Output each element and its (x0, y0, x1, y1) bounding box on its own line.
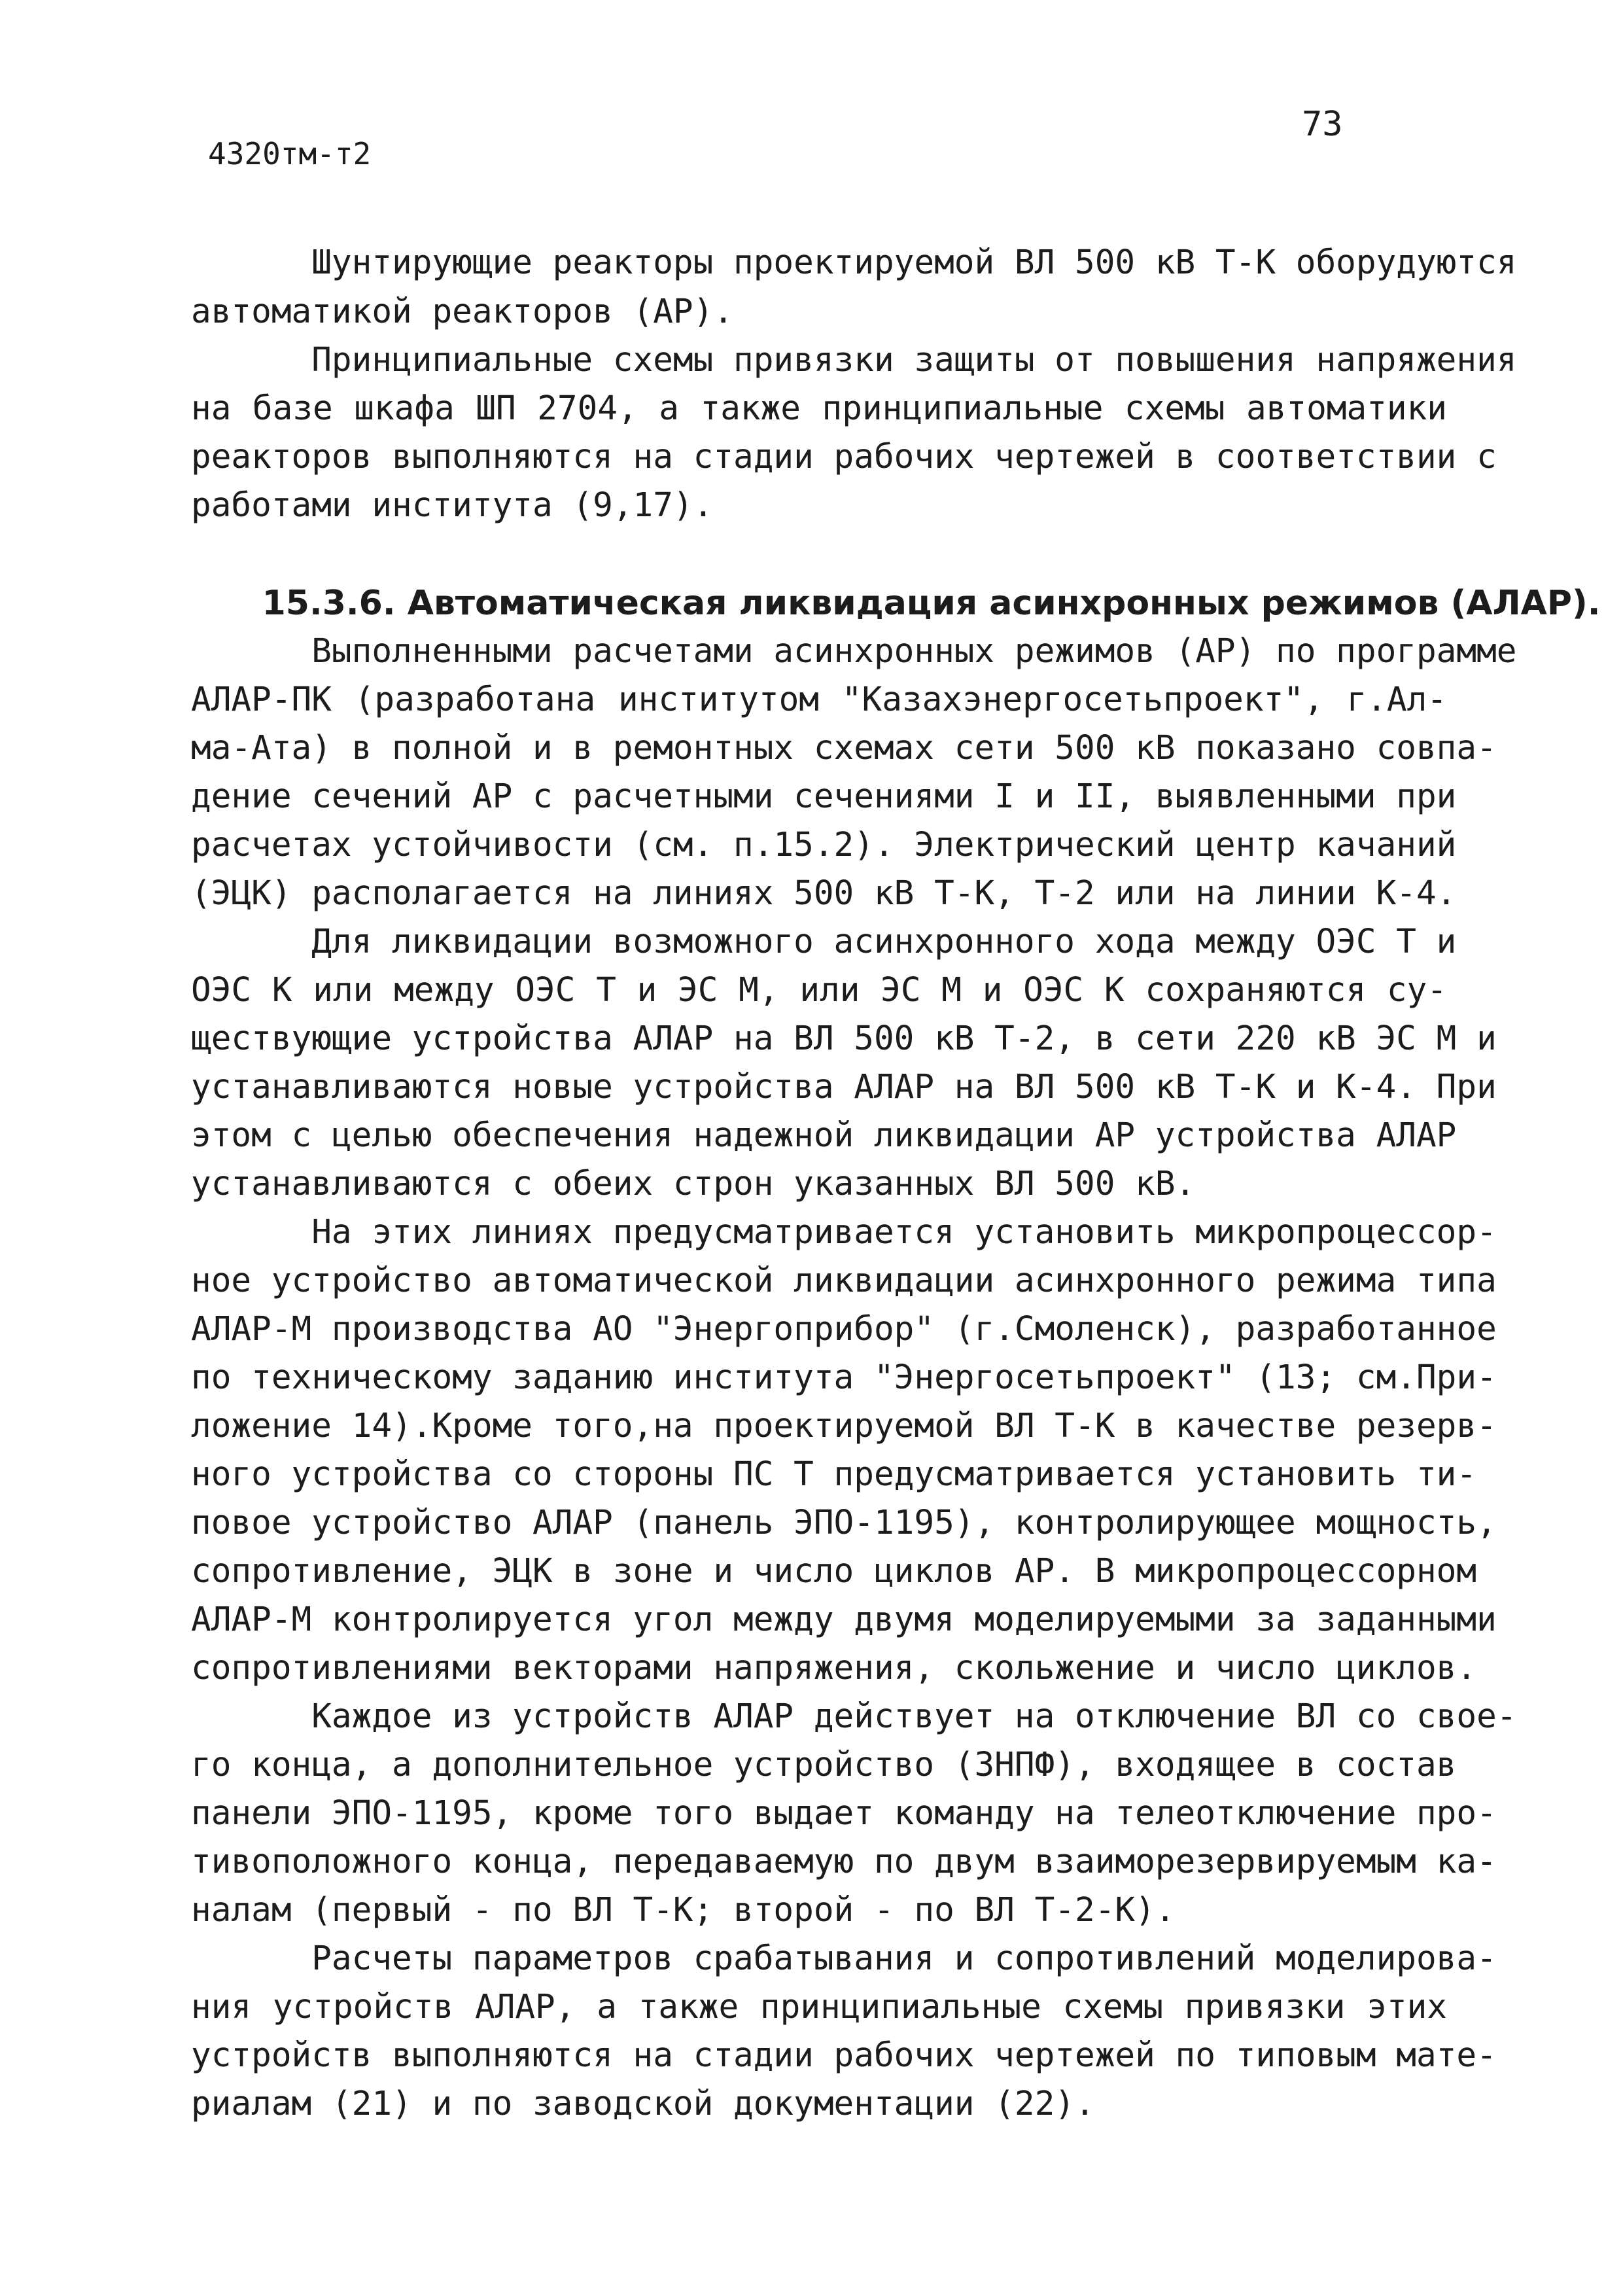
text-line: ложение 14).Кроме того,на проектируемой ВЛ Т-К в качестве резерв- (191, 1407, 1497, 1445)
text-line: устанавливаются новые устройства АЛАР на ВЛ 500 кВ Т-К и К-4. При (191, 1068, 1497, 1106)
text-line: риалам (21) и по заводской документации (22). (191, 2085, 1095, 2123)
text-line: ма-Ата) в полной и в ремонтных схемах сети 500 кВ показано совпа- (191, 729, 1497, 768)
text-line: АЛАР-М контролируется угол между двумя моделируемыми за заданными (191, 1600, 1497, 1639)
text-line: дение сечений АР с расчетными сечениями I и II, выявленными при (191, 777, 1457, 816)
text-line: сопротивлениями векторами напряжения, скольжение и число циклов. (191, 1649, 1477, 1687)
text-line: (ЭЦК) располагается на линиях 500 кВ Т-К, Т-2 или на линии К-4. (191, 874, 1457, 913)
text-line: Каждое из устройств АЛАР действует на отключение ВЛ со свое- (191, 1697, 1517, 1736)
text-line: АЛАР-М производства АО "Энергоприбор" (г.Смоленск), разработанное (191, 1310, 1497, 1349)
text-line: АЛАР-ПК (разработана институтом "Казахэнергосетьпроект", г.Ал- (191, 680, 1447, 719)
text-line: по техническому заданию института "Энергосетьпроект" (13; см.При- (191, 1358, 1497, 1397)
text-line: ное устройство автоматической ликвидации асинхронного режима типа (191, 1262, 1497, 1300)
text-line: автоматикой реакторов (АР). (191, 292, 734, 331)
document-code: 4320тм-т2 (208, 136, 372, 171)
text-line: ОЭС К или между ОЭС Т и ЭС М, или ЭС М и ОЭС К сохраняются су- (191, 971, 1447, 1010)
text-line: работами института (9,17). (191, 486, 714, 525)
text-line: го конца, а дополнительное устройство (ЗНПФ), входящее в состав (191, 1746, 1457, 1784)
text-line: устанавливаются с обеих строн указанных ВЛ 500 кВ. (191, 1165, 1196, 1203)
text-line: ществующие устройства АЛАР на ВЛ 500 кВ Т-2, в сети 220 кВ ЭС М и (191, 1019, 1497, 1058)
text-line: расчетах устойчивости (см. п.15.2). Электрический центр качаний (191, 826, 1457, 864)
text-line: Принципиальные схемы привязки защиты от повышения напряжения (191, 341, 1517, 380)
text-line: ния устройств АЛАР, а также принципиальные схемы привязки этих (191, 1988, 1447, 2026)
page-number: 73 (1302, 105, 1343, 144)
text-line: ного устройства со стороны ПС Т предусматривается установить ти- (191, 1455, 1477, 1494)
text-line: сопротивление, ЭЦК в зоне и число циклов АР. В микропроцессорном (191, 1552, 1477, 1591)
text-line: Выполненными расчетами асинхронных режимов (АР) по программе (191, 632, 1517, 671)
text-line: На этих линиях предусматривается установить микропроцессор- (191, 1213, 1497, 1252)
text-line: Для ликвидации возможного асинхронного хода между ОЭС Т и (191, 923, 1457, 961)
text-line: устройств выполняются на стадии рабочих чертежей по типовым мате- (191, 2036, 1497, 2075)
text-line: повое устройство АЛАР (панель ЭПО-1195), контролирующее мощность, (191, 1504, 1497, 1542)
text-line: Расчеты параметров срабатывания и сопротивлений моделирова- (191, 1939, 1497, 1978)
section-heading: 15.3.6. Автоматическая ликвидация асинхронных режимов (АЛАР). (191, 584, 1601, 623)
text-line: Шунтирующие реакторы проектируемой ВЛ 500 кВ Т-К оборудуются (191, 243, 1517, 282)
text-line: налам (первый - по ВЛ Т-К; второй - по ВЛ Т-2-К). (191, 1891, 1176, 1930)
text-line: на базе шкафа ШП 2704, а также принципиальные схемы автоматики (191, 389, 1447, 428)
text-line: панели ЭПО-1195, кроме того выдает команду на телеотключение про- (191, 1794, 1497, 1833)
text-line: этом с целью обеспечения надежной ликвидации АР устройства АЛАР (191, 1116, 1457, 1155)
text-line: тивоположного конца, передаваемую по двум взаиморезервируемым ка- (191, 1843, 1497, 1881)
text-line: реакторов выполняются на стадии рабочих чертежей в соответствии с (191, 438, 1497, 476)
